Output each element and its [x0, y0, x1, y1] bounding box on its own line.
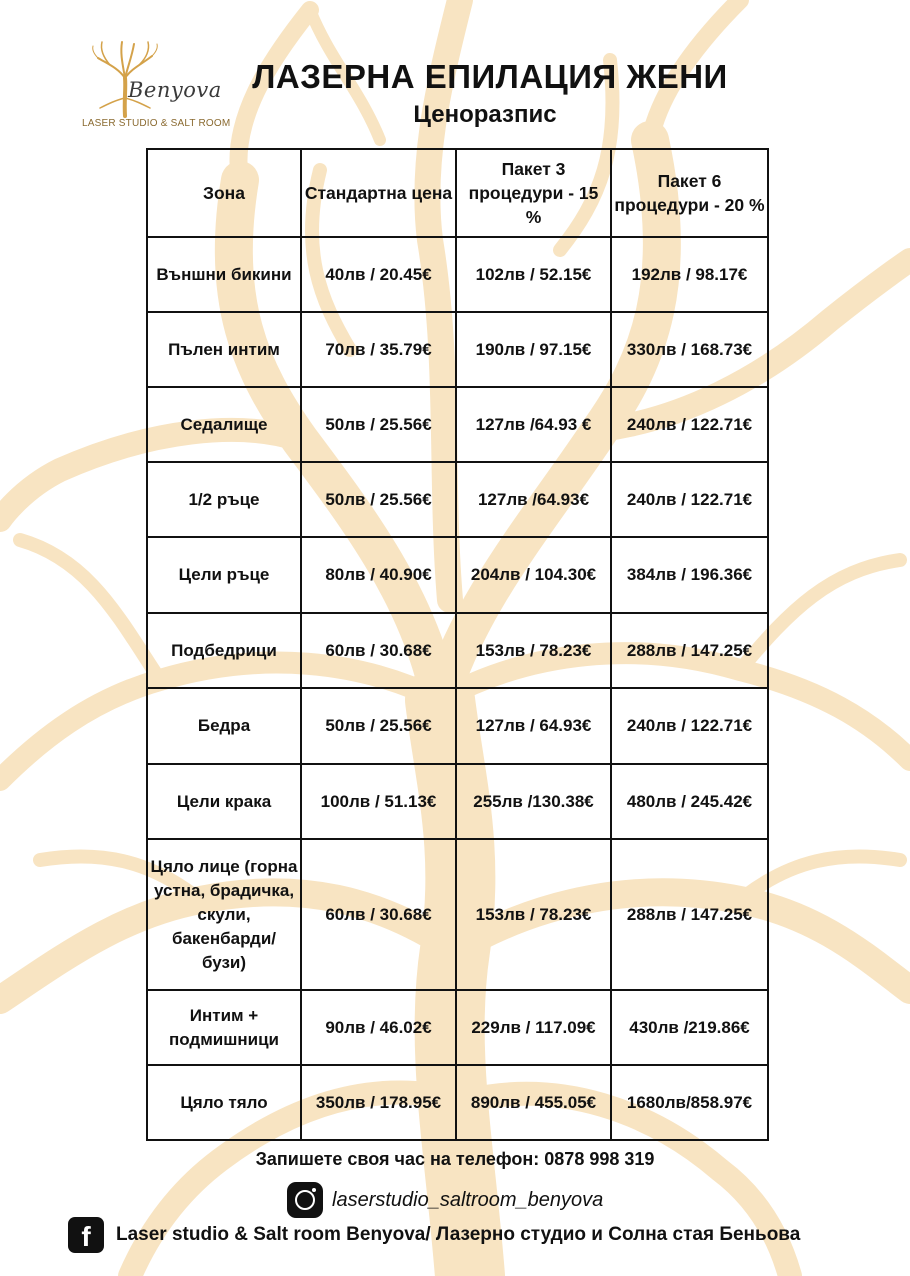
header-standard-price: Стандартна цена: [301, 149, 456, 237]
standard-price-cell: 90лв / 46.02€: [301, 990, 456, 1065]
pack6-price-cell: 384лв / 196.36€: [611, 537, 768, 613]
pack6-price-cell: 480лв / 245.42€: [611, 764, 768, 839]
zone-cell: 1/2 ръце: [147, 462, 301, 537]
table-row: [147, 312, 768, 387]
zone-cell: Подбедрици: [147, 613, 301, 688]
standard-price-cell: 60лв / 30.68€: [301, 839, 456, 990]
standard-price-cell: 40лв / 20.45€: [301, 237, 456, 312]
header-zone: Зона: [147, 149, 301, 237]
table-row: [147, 764, 768, 839]
zone-cell: Пълен интим: [147, 312, 301, 387]
pack6-price-cell: 288лв / 147.25€: [611, 613, 768, 688]
standard-price-cell: 50лв / 25.56€: [301, 688, 456, 764]
zone-cell: Цели крака: [147, 764, 301, 839]
zone-cell: Бедра: [147, 688, 301, 764]
header-pack6: Пакет 6 процедури - 20 %: [611, 149, 768, 237]
price-table: [146, 148, 769, 1141]
standard-price-cell: 350лв / 178.95€: [301, 1065, 456, 1140]
zone-cell: Седалище: [147, 387, 301, 462]
standard-price-cell: 100лв / 51.13€: [301, 764, 456, 839]
pack3-price-cell: 255лв /130.38€: [456, 764, 611, 839]
zone-cell: Цели ръце: [147, 537, 301, 613]
zone-cell: Интим + подмишници: [147, 990, 301, 1065]
standard-price-cell: 80лв / 40.90€: [301, 537, 456, 613]
standard-price-cell: 50лв / 25.56€: [301, 387, 456, 462]
table-row: [147, 839, 768, 990]
table-row: [147, 613, 768, 688]
instagram-handle: laserstudio_saltroom_benyova: [332, 1188, 604, 1211]
brand-name: Benyova: [128, 78, 222, 102]
pack6-price-cell: 192лв / 98.17€: [611, 237, 768, 312]
pack3-price-cell: 127лв /64.93€: [456, 462, 611, 537]
table-row: [147, 1065, 768, 1140]
pack6-price-cell: 240лв / 122.71€: [611, 387, 768, 462]
pack3-price-cell: 190лв / 97.15€: [456, 312, 611, 387]
pack3-price-cell: 102лв / 52.15€: [456, 237, 611, 312]
zone-cell: Цяло лице (горна устна, брадичка, скули, бакенбарди/ бузи): [147, 839, 301, 990]
table-row: [147, 387, 768, 462]
pack3-price-cell: 153лв / 78.23€: [456, 839, 611, 990]
pack3-price-cell: 229лв / 117.09€: [456, 990, 611, 1065]
instagram-link[interactable]: [287, 1181, 603, 1219]
pack3-price-cell: 890лв / 455.05€: [456, 1065, 611, 1140]
facebook-icon: f: [68, 1217, 104, 1253]
pack6-price-cell: 330лв / 168.73€: [611, 312, 768, 387]
standard-price-cell: 70лв / 35.79€: [301, 312, 456, 387]
pack3-price-cell: 153лв / 78.23€: [456, 613, 611, 688]
pack6-price-cell: 240лв / 122.71€: [611, 688, 768, 764]
table-row: [147, 237, 768, 312]
pack3-price-cell: 204лв / 104.30€: [456, 537, 611, 613]
pack6-price-cell: 240лв / 122.71€: [611, 462, 768, 537]
table-row: [147, 462, 768, 537]
facebook-link[interactable]: [68, 1216, 800, 1254]
booking-phone-text: Запишете своя час на телефон: 0878 998 319: [255, 1149, 655, 1169]
zone-cell: Цяло тяло: [147, 1065, 301, 1140]
brand-tagline: LASER STUDIO & SALT ROOM: [82, 118, 231, 129]
pack6-price-cell: 288лв / 147.25€: [611, 839, 768, 990]
page-title: ЛАЗЕРНА ЕПИЛАЦИЯ ЖЕНИ: [252, 58, 728, 95]
pack6-price-cell: 1680лв/858.97€: [611, 1065, 768, 1140]
standard-price-cell: 50лв / 25.56€: [301, 462, 456, 537]
zone-cell: Външни бикини: [147, 237, 301, 312]
pack3-price-cell: 127лв /64.93 €: [456, 387, 611, 462]
page-subtitle: Ценоразпис: [413, 101, 557, 128]
table-header-row: [147, 149, 768, 237]
header-pack3: Пакет 3 процедури - 15 %: [456, 149, 611, 237]
table-row: [147, 537, 768, 613]
instagram-icon: [287, 1182, 323, 1218]
standard-price-cell: 60лв / 30.68€: [301, 613, 456, 688]
pack3-price-cell: 127лв / 64.93€: [456, 688, 611, 764]
pack6-price-cell: 430лв /219.86€: [611, 990, 768, 1065]
table-row: [147, 688, 768, 764]
table-row: [147, 990, 768, 1065]
facebook-page-name: Laser studio & Salt room Benyova/ Лазерно студио и Солна стая Беньова: [116, 1224, 801, 1245]
